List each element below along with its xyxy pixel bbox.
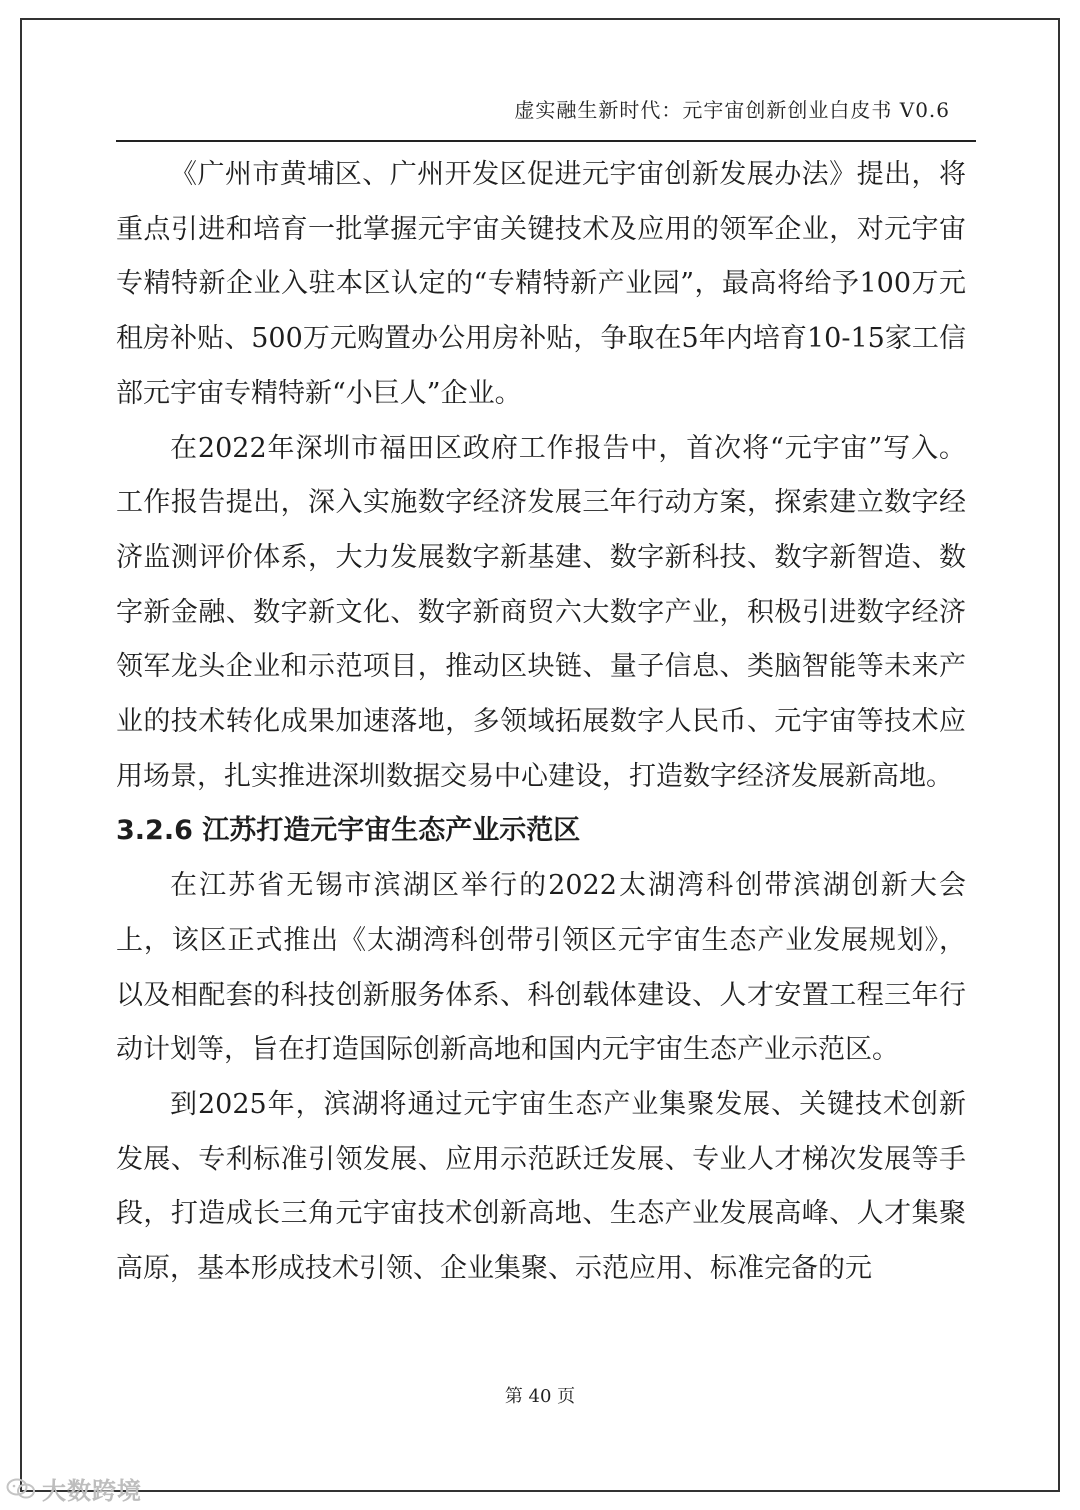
running-header: 虚实融生新时代：元宇宙创新创业白皮书 V0.6 [514, 98, 950, 122]
watermark [6, 1471, 142, 1506]
section-heading: 3.2.6 江苏打造元宇宙生态产业示范区 [116, 815, 581, 847]
page-number: 第 40 页 [504, 1386, 576, 1407]
paragraph-shenzhen: 在2022年深圳市福田区政府工作报告中，首次将“元宇宙”写入。工作报告提出，深入实施数字经济发展三年行动方案，探索建立数字经济监测评价体系，大力发展数字新基建、数字新科技、数字新智造、数字新金融、数字新文化、数字新商贸六大数字产业，积极引进数字经济领军龙头企业和示范项目，推动区块链、量子信息、类脑智能等未来产业的技术转化成果加速落地，多领域拓展数字人民币、元宇宙等技术应用场景，扎实推进深圳数据交易中心建设，打造数字经济发展新高地。 [116, 432, 966, 792]
paragraph-binhu-2025: 到2025年，滨湖将通过元宇宙生态产业集聚发展、关键技术创新发展、专利标准引领发展、应用示范跃迁发展、专业人才梯次发展等手段，打造成长三角元宇宙技术创新高地、生态产业发展高峰、人才集聚高原，基本形成技术引领、企业集聚、示范应用、标准完备的元 [116, 1088, 966, 1285]
paragraph-guangzhou: 《广州市黄埔区、广州开发区促进元宇宙创新发展办法》提出，将重点引进和培育一批掌握元宇宙关键技术及应用的领军企业，对元宇宙专精特新企业入驻本区认定的“专精特新产业园”，最高将给予100万元租房补贴、500万元购置办公用房补贴，争取在5年内培育10-15家工信部元宇宙专精特新“小巨人”企业。 [116, 159, 966, 409]
document-body [116, 148, 966, 1297]
wechat-logo-icon [6, 1478, 36, 1500]
paragraph-jiangsu: 在江苏省无锡市滨湖区举行的2022太湖湾科创带滨湖创新大会上，该区正式推出《太湖湾科创带引领区元宇宙生态产业发展规划》，以及相配套的科技创新服务体系、科创载体建设、人才安置工程三年行动计划等，旨在打造国际创新高地和国内元宇宙生态产业示范区。 [116, 870, 966, 1066]
watermark-text: 大数跨境 [42, 1477, 142, 1505]
header-rule [116, 140, 976, 142]
